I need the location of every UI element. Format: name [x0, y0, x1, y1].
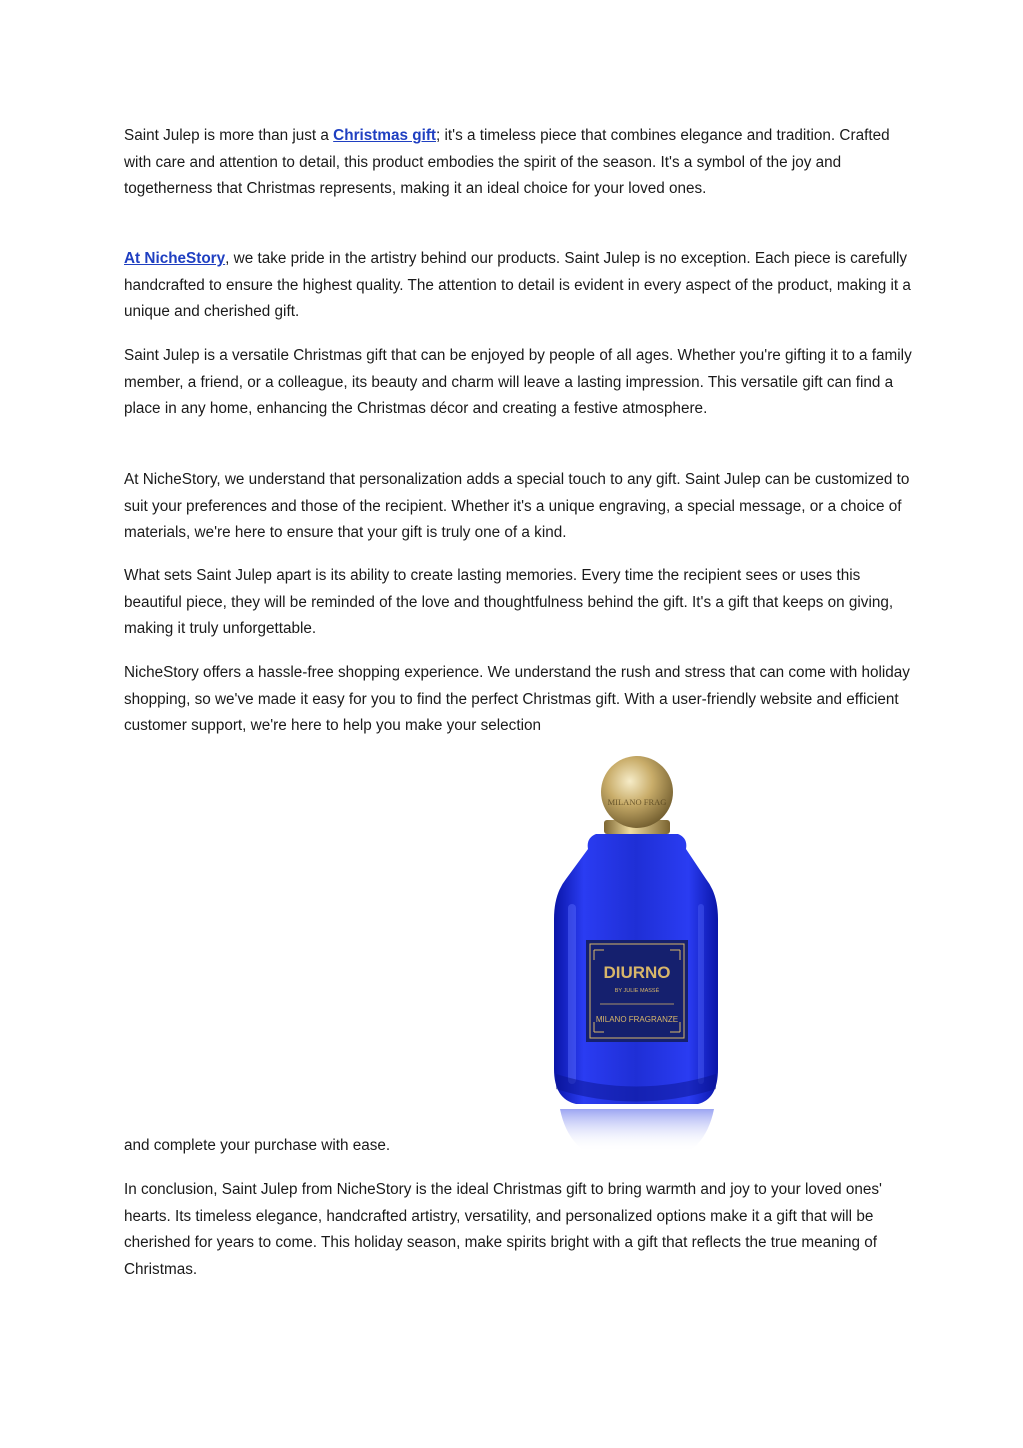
paragraph-conclusion	[124, 1177, 914, 1283]
label-house-text: MILANO FRAGRANZE	[595, 1015, 679, 1024]
paragraph-intro	[124, 123, 914, 203]
cap-engraving: MILANO FRAG	[607, 797, 667, 807]
paragraph-personalization-text: At NicheStory, we understand that personalization adds a special touch to any gift. Saint Julep can be customized to suit your preferences and those of the recipient. Whether it's a unique engraving, a special message, or a choice of materials, we're here to ensure that your gift is truly one of a kind.	[124, 471, 910, 542]
paragraph-shopping-continued	[124, 1133, 914, 1160]
paragraph-intro-lead: Saint Julep is more than just a	[124, 127, 334, 144]
paragraph-personalization	[124, 467, 914, 547]
paragraph-shopping	[124, 660, 914, 740]
paragraph-versatile-text: Saint Julep is a versatile Christmas gift that can be enjoyed by people of all ages. Whether you're gifting it to a family member, a friend, or a colleague, its beauty and charm will leave a lasting impression. This versatile gift can find a place in any home, enhancing the Christmas décor and creating a festive atmosphere.	[124, 347, 912, 418]
nichestory-link[interactable]: At NicheStory	[124, 250, 226, 267]
paragraph-shopping-text: NicheStory offers a hassle-free shopping experience. We understand the rush and stress that can come with holiday shopping, so we've made it easy for you to find the perfect Christmas gift. With a user-friendly website and efficient customer support, we're here to help you make your selection	[124, 664, 910, 735]
paragraph-conclusion-text: In conclusion, Saint Julep from NicheStory is the ideal Christmas gift to bring warmth and joy to your loved ones' hearts. Its timeless elegance, handcrafted artistry, versatility, and personalized options make it a gift that will be cherished for years to come. This holiday season, make spirits bright with a gift that reflects the true meaning of Christmas.	[124, 1181, 882, 1278]
paragraph-intro-rest: ; it's a timeless piece that combines elegance and tradition. Crafted with care and attention to detail, this product embodies the spirit of the season. It's a symbol of the joy and togetherness that Christmas represents, making it an ideal choice for your loved ones.	[124, 127, 890, 198]
paragraph-shopping-continued-text: and complete your purchase with ease.	[124, 1137, 391, 1154]
label-brand-text: DIURNO	[603, 963, 671, 982]
paragraph-memories	[124, 563, 914, 643]
paragraph-artistry	[124, 246, 914, 326]
paragraph-versatile	[124, 343, 914, 423]
bottle-cap-shape	[601, 756, 673, 828]
perfume-bottle-image	[548, 754, 726, 1154]
paragraph-memories-text: What sets Saint Julep apart is its ability to create lasting memories. Every time the recipient sees or uses this beautiful piece, they will be reminded of the love and thoughtfulness behind the gift. It's a gift that keeps on giving, making it truly unforgettable.	[124, 567, 894, 638]
label-author-text: BY JULIE MASSÉ	[614, 988, 660, 994]
christmas-gift-link[interactable]: Christmas gift	[333, 127, 437, 144]
paragraph-artistry-rest: , we take pride in the artistry behind our products. Saint Julep is no exception. Each piece is carefully handcrafted to ensure the highest quality. The attention to detail is evident in every aspect of the product, making it a unique and cherished gift.	[124, 250, 911, 321]
